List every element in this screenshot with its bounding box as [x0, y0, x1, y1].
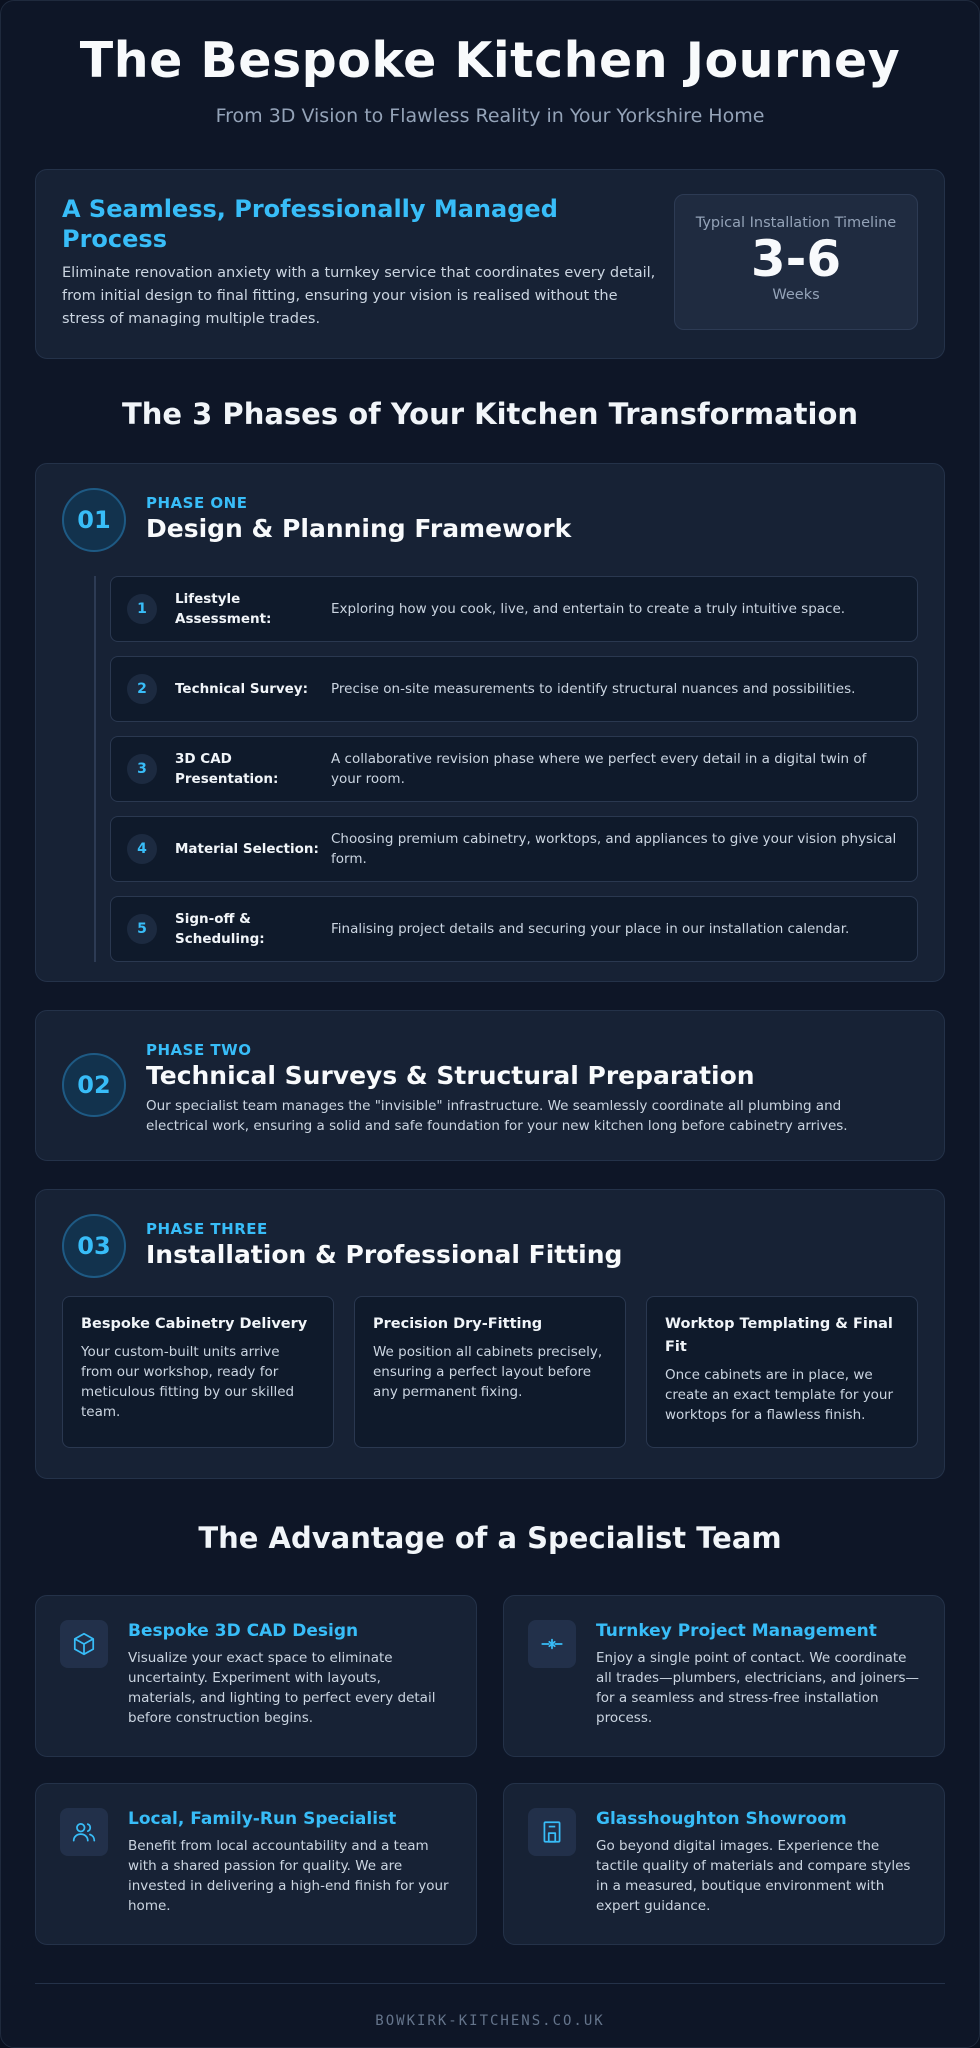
step-title: Sign-off & Scheduling: [175, 911, 265, 947]
step-list [94, 576, 918, 962]
advantage-description: Enjoy a single point of contact. We coordinate all trades—plumbers, electricians, and joiners—for a seamless and stress-free installation process. [596, 1650, 920, 1726]
page-subtitle: From 3D Vision to Flawless Reality in Your Yorkshire Home [215, 105, 765, 127]
cube-icon [60, 1620, 108, 1668]
step-description: Exploring how you cook, live, and entertain to create a truly intuitive space. [331, 601, 846, 617]
phase-tag: PHASE ONE [146, 494, 248, 512]
step-description: Precise on-site measurements to identify structural nuances and possibilities. [331, 681, 856, 697]
timeline-label: Typical Installation Timeline [695, 215, 897, 231]
step-description: Choosing premium cabinetry, worktops, and appliances to give your vision physical form. [331, 831, 897, 867]
showroom-icon [528, 1808, 576, 1856]
phases-title: The 3 Phases of Your Kitchen Transformation [121, 397, 859, 431]
phase-name: Technical Surveys & Structural Preparation [146, 1061, 755, 1090]
phase-one-card [35, 463, 945, 982]
phase-two-card [35, 1010, 945, 1161]
intro-paragraph: Eliminate renovation anxiety with a turnkey service that coordinates every detail, from initial design to final fitting, ensuring your vision is realised without the stress of managing multiple trades. [62, 265, 656, 327]
step-item [110, 576, 918, 642]
phase-titles [146, 488, 571, 543]
timeline-stat [674, 194, 918, 330]
timeline-value: 3-6 [750, 230, 842, 288]
fitting-card [646, 1296, 918, 1448]
step-title: 3D CAD Presentation: [175, 751, 279, 787]
phase-three-header [62, 1214, 918, 1278]
phase-titles [146, 1214, 622, 1269]
intro-card [35, 169, 945, 359]
step-title: Material Selection: [175, 841, 319, 857]
step-number: 2 [127, 674, 157, 704]
advantage-card [503, 1783, 945, 1945]
advantage-card [35, 1595, 477, 1757]
advantage-card [503, 1595, 945, 1757]
step-item [110, 816, 918, 882]
fitting-steps [62, 1296, 918, 1448]
advantage-grid [35, 1595, 945, 1945]
advantage-card [35, 1783, 477, 1945]
phase-name: Design & Planning Framework [146, 514, 572, 543]
step-number: 5 [127, 914, 157, 944]
step-title: Lifestyle Assessment: [175, 591, 272, 627]
advantage-heading: Turnkey Project Management [596, 1621, 877, 1641]
fitting-description: We position all cabinets precisely, ensuring a perfect layout before any permanent fixing. [373, 1344, 603, 1400]
fitting-card [354, 1296, 626, 1448]
advantage-description: Benefit from local accountability and a team with a shared passion for quality. We are invested in delivering a high-end finish for your home. [128, 1838, 449, 1914]
advantage-description: Go beyond digital images. Experience the tactile quality of materials and compare styles in a measured, boutique environment with expert guidance. [596, 1838, 911, 1914]
fitting-title: Precision Dry-Fitting [373, 1316, 543, 1332]
phase-description: Our specialist team manages the "invisible" infrastructure. We seamlessly coordinate all plumbing and electrical work, ensuring a solid and safe foundation for your new kitchen long before cabinetry arrives. [146, 1098, 848, 1134]
step-number: 1 [127, 594, 157, 624]
advantage-title: The Advantage of a Specialist Team [198, 1521, 782, 1555]
phase-number-badge: 02 [62, 1053, 126, 1117]
phase-number-badge: 01 [62, 488, 126, 552]
phase-tag: PHASE THREE [146, 1220, 268, 1238]
step-item [110, 656, 918, 722]
users-icon [60, 1808, 108, 1856]
advantage-heading: Bespoke 3D CAD Design [128, 1621, 359, 1641]
step-description: Finalising project details and securing your place in our installation calendar. [331, 921, 850, 937]
step-description: A collaborative revision phase where we perfect every detail in a digital twin of your room. [331, 751, 867, 787]
step-number: 3 [127, 754, 157, 784]
advantage-heading: Local, Family-Run Specialist [128, 1809, 397, 1829]
fitting-title: Worktop Templating & Final Fit [665, 1316, 893, 1355]
step-item [110, 896, 918, 962]
footer [35, 1983, 945, 2029]
phase-two-header [62, 1035, 918, 1136]
step-number: 4 [127, 834, 157, 864]
phase-name: Installation & Professional Fitting [146, 1240, 623, 1269]
intro-text [62, 194, 662, 334]
advantage-heading: Glasshoughton Showroom [596, 1809, 847, 1829]
phase-tag: PHASE TWO [146, 1041, 252, 1059]
intro-heading: A Seamless, Professionally Managed Process [62, 195, 558, 253]
hero [35, 1, 945, 127]
phase-number-badge: 03 [62, 1214, 126, 1278]
fitting-card [62, 1296, 334, 1448]
fitting-title: Bespoke Cabinetry Delivery [81, 1316, 308, 1332]
timeline-unit: Weeks [772, 287, 820, 303]
advantage-description: Visualize your exact space to eliminate uncertainty. Experiment with layouts, materials, and lighting to perfect every detail before construction begins. [128, 1650, 436, 1726]
page-title: The Bespoke Kitchen Journey [79, 32, 901, 89]
phase-titles [146, 1035, 866, 1136]
fitting-description: Your custom-built units arrive from our workshop, ready for meticulous fitting by our skilled team. [81, 1344, 295, 1420]
footer-website[interactable]: BOWKIRK-KITCHENS.CO.UK [375, 2013, 605, 2029]
step-title: Technical Survey: [175, 681, 309, 697]
fitting-description: Once cabinets are in place, we create an exact template for your worktops for a flawless finish. [665, 1367, 894, 1423]
step-item [110, 736, 918, 802]
project-flow-icon [528, 1620, 576, 1668]
phase-one-header [62, 488, 918, 552]
phase-three-card [35, 1189, 945, 1479]
